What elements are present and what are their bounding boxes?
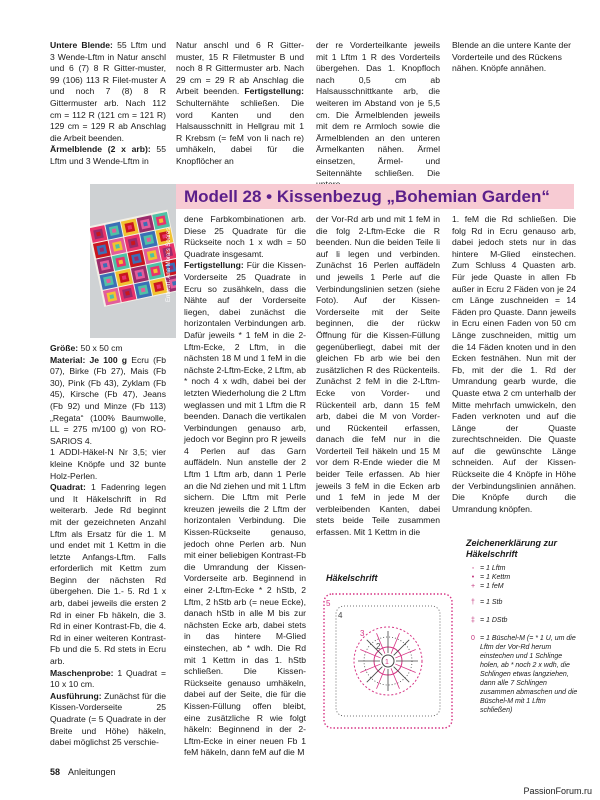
granny-square-patch [118, 260, 123, 265]
top-col-4-text: Blende an die untere Kante der Vorderteile und des Rückens nähen. Knöpfe annähen. [452, 40, 571, 74]
page-number: 58 [50, 767, 61, 777]
square-text: 1 Fadenring legen und It Häkelschrift in Rd weiterarb. Jede Rd beginnt mit der gezeichneten Anzahl Lftm als Ersatz für die 1. M und endet mit 1 Kettm in die letzte Anfangs-Lftm. Falls erforderlich mit Kettm zum Beginn der nächsten Rd übergehen. Die 1.- 5. Rd 1 x arb, dabei jeweils die ersten 2 Rd in einer Fb häkeln, die 3. Rd in einer Kontrast-Fb, die 4. Rd in einer weiteren Kontrast-Fb und die 5. Rd stets in Ecru arb. [50, 482, 166, 667]
finishing-heading: Fertigstellung: [244, 86, 305, 97]
granny-square-patch [137, 272, 142, 277]
granny-square-patch [156, 284, 161, 289]
double-crochet-icon: † [471, 599, 475, 606]
sleeve-border-text: 55 Lftm und 3 Wende-Lftm in [50, 144, 166, 166]
lower-border-heading: Untere Blende: [50, 40, 113, 50]
gauge-heading: Maschenprobe: [50, 667, 114, 678]
granny-square-patch [125, 291, 130, 296]
granny-square-patch [127, 225, 132, 230]
single-crochet-icon: + [470, 583, 476, 590]
execution-heading: Ausführung: [50, 690, 102, 701]
granny-square-patch [109, 294, 114, 299]
cluster-stitch-icon: 0 [471, 635, 475, 642]
granny-square-patch [141, 288, 146, 293]
legend-sc [466, 582, 504, 591]
col-b [184, 214, 306, 759]
top-col-3 [316, 40, 440, 191]
col-d [452, 214, 576, 515]
gauge-text: 1 Quadrat = 10 x 10 cm. [50, 667, 166, 690]
tools-text: 1 ADDI-Häkel-N Nr 3,5; vier kleine Knöpfe und 32 bunte Holz-Perlen. [50, 447, 166, 481]
round-label-2: 2 [376, 642, 381, 651]
lower-border-text: 55 Lftm und 3 Wende-Lftm in Natur anschl und 6 (7) 8 R Gitter-muster, 99 (106) 113 R Filet-muster A und noch 7 (8) 8 R Gittermuster arb. Nach 112 cm = 112 R (121 cm = 121 R) 129 cm = 129 R ab Anschlag die Arbeit beenden. [50, 40, 166, 143]
legend-tr-text: = 1 DStb [480, 617, 508, 624]
legend-slip-text: = 1 Kettm [480, 574, 511, 581]
round-label-5: 5 [326, 599, 331, 608]
top-col-4 [452, 40, 576, 75]
granny-square-patch [96, 232, 101, 237]
granny-square-patch [153, 269, 158, 274]
granny-square-patch [159, 218, 164, 223]
round-label-1: 1 [385, 659, 389, 666]
legend-tr [466, 616, 507, 625]
chain-stitch-icon: ◦ [471, 565, 475, 572]
legend-dc [466, 598, 502, 607]
legend-cluster-text: = 1 Büschel-M (= * 1 U, um die Lftm der Vor-Rd herum einstechen und 1 Schlinge holen, ab * noch 2 x wdh, die Schlingen etwas langziehen, dann alle 7 Schlingen zusammen abmaschen und die Büschel-M mit 1 Lftm schließen) [480, 635, 578, 714]
col-b-finishing-heading: Fertigstellung: [184, 260, 244, 271]
col-b-intro: dene Farbkombinationen arb. Diese 25 Quadrate für die Rückseite noch 1 x wdh = 50 Quadrate insgesamt. [184, 214, 306, 259]
granny-square-patch [122, 275, 127, 280]
legend-cluster [466, 634, 578, 715]
granny-square-patch [112, 228, 117, 233]
legend-dc-text: = 1 Stb [480, 599, 503, 606]
granny-square-patch [103, 263, 108, 268]
granny-square-patch [115, 244, 120, 249]
granny-square-patch [134, 256, 139, 261]
legend-title: Zeichenerklärung zur Häkelschrift [466, 538, 558, 559]
legend-chain-text: = 1 Lftm [480, 565, 506, 572]
col-c-text: der Vor-Rd arb und mit 1 feM in die folg 2-Lftm-Ecke die R beenden. Nun die beiden Teile li auf li legen und verbinden. Zunächst 16 Perlen auffädeln und jeweils 1 Perle auf die Verbindungslinien setzen (siehe Foto). Auf der Kissen-Vorderseite mit der Seite beginnen, die der rückw Öffnung für die Kissen-Füllung gegenüberliegt, dabei mit der gleichen Fb arb wie bei den zusätzlichen R des Rückenteils. Zunächst 2 feM in die 2-Lftm-Ecke von Vorder- und Rückenteil arb, dann 15 feM arb, dabei die M von Vorder- und Rückenteil erfassen, danach die feM nur in die Vorderteil Teil häkeln und 15 M vor dem R-Ende wieder die M beider Teile erfassen. Ab hier jeweils 3 feM in die Ecken arb und 1 feM in jede M der verbleibenden Kanten, dabei stets beide Teile zusammen erfassen. Mit 1 Kettm in die [316, 214, 440, 538]
size-text: 50 x 50 cm [78, 343, 123, 353]
material-heading: Material: Je 100 g [50, 354, 128, 365]
page-section-label: Anleitungen [68, 767, 116, 777]
cushion-photo [90, 184, 176, 338]
top-col-1 [50, 40, 166, 168]
sleeve-border-heading: Ärmelblende (2 x arb): [50, 144, 151, 155]
granny-square-patch [99, 247, 104, 252]
treble-crochet-icon: ‡ [471, 617, 475, 624]
left-col [50, 343, 166, 749]
crochet-chart [316, 586, 460, 736]
legend-sc-text: = 1 feM [480, 583, 504, 590]
execution-text: Zunächst für die Kissen-Vorderseite 25 Quadrate (= 5 Quadrate in der Breite und Höhe) häkeln, dabei möglichst 25 verschie- [50, 690, 166, 748]
round-label-4: 4 [338, 611, 343, 620]
finishing-text: Schulternähte schließen. Die vord Kanten und den Halsausschnitt in Hellgrau mit 1 R Krebsm (= feM von li nach re) umhäkeln, dabei für die Knopflöcher an [176, 97, 304, 166]
material-text: Ecru (Fb 07), Birke (Fb 27), Mais (Fb 30), Pink (Fb 43), Zyklam (Fb 45), Kirsche (Fb 47), Jeans (Fb 92) und Minze (Fb 113) „Regata“ (100% Baumwolle, LL = 275 m/100 g) von RO-SARIOS 4. [50, 354, 166, 446]
watermark: PassionForum.ru [523, 786, 592, 796]
col-d-text: 1. feM die Rd schließen. Die folg Rd in Ecru genauso arb, dabei jedoch stets nur in das hintere M-Glied einstechen. Zum Schluss 4 Quasten arb. Für jede Quaste in allen Fb außer in Ecru 2 Fäden von je 24 cm Länge zuschneiden = 14 Fäden pro Quaste. Dann jeweils in Ecru einen Faden von 50 cm Länge zuschneiden, mittig um die 14 Fäden knoten und in den Ecken festnähen. Nun mit der Fb, mit der die 1. Rd der Umrandung gearb wurde, die Quaste etwa 2 cm unterhalb der Mitte mehrfach umwickeln, den Faden verknoten und auf die Länge der Quaste zurechtschneiden. Die Quaste auf die gewünschte Länge schneiden. Auf der Kissen-Rückseite die 4 Knöpfe in Höhe der Verbindungslinien annähen. Die Knöpfe durch die Umrandung knöpfen. [452, 214, 576, 514]
col-b-finishing-text: Für die Kissen-Vorderseite 25 Quadrate in Ecru so zusähkeln, dass die Nähte auf der Vorderseite liegen, dabei zunächst die horizontalen Verbindungen arb. Dafür jeweils * 1 feM in die 2-Lftm-Ecke, 2 Lftm, in die nächsten 18 M und 1 feM in die nächste 2-Lftm-Ecke, 2 Lftm, ab * noch 4 x wdh, dabei bei der letzten Wiederholung die 2 Lftm weglassen und mit 1 Lftm die R beenden. Danach die vertikalen Verbindungen genauso arb, jedoch vor Beginn pro R jeweils 4 Perlen auf das Garn auffädeln. Nun anstelle der 2 Lftm 1 Lftm arb, dann 1 Perle an die Nd ziehen und mit 1 Lftm sichern. Die Lftm mit Perle kreuzen jeweils die 2 Lftm der horizontalen Verbindung. Die Kissen-Rückseite genauso, jedoch ohne Perlen arb. Nun mit einer beliebigen Kontrast-Fb die Umrandung der Kissen-Vorderseite arb. Beginnend in einer 2-Lftm-Ecke * 2 hStb, 2 Lftm, 2 hStb arb (= neue Ecke), danach hStb in alle M bis zur nächsten Ecke arb, dabei stets in das hintere M-Glied einstechen, ab * wdh. Die Rd mit 1 Kettm in das 1. hStb schließen. Die Kissen-Rückseite genauso umhäkeln, dabei auf der Seite, die für die Kissen-Füllung offen bleibt, eine zusätzliche R wie folgt häkeln: Beginnend in der 2-Lftm-Ecke in einer neuen Fb 1 feM häkeln, dann feM auf die M [184, 260, 306, 758]
chart-title: Häkelschrift [326, 573, 378, 583]
legend-slip [466, 573, 510, 582]
square-heading: Quadrat: [50, 482, 86, 493]
top-col-2 [176, 40, 304, 168]
granny-square-patch [106, 279, 111, 284]
granny-square-patch [131, 241, 136, 246]
legend-chain [466, 564, 505, 573]
model-title-banner: Modell 28 • Kissenbezug „Bohemian Garden“ [176, 184, 574, 209]
slip-stitch-icon: • [471, 574, 475, 581]
granny-square-patch [150, 253, 155, 258]
size-heading: Größe: [50, 343, 79, 353]
photo-credit: Entwurf: Ana Morais Soares [166, 227, 172, 302]
top-col-2-text: Natur anschl und 6 R Gitter-muster, 15 R Filetmuster B und noch 8 R Gittermuster arb. Nach 29 cm = 29 R ab Anschlag die Arbeit beenden. [176, 40, 304, 97]
round-label-3: 3 [360, 629, 365, 638]
granny-square-patch [146, 237, 151, 242]
granny-square-patch [143, 222, 148, 227]
col-c [316, 214, 440, 539]
top-col-3-text: der re Vorderteilkante jeweils mit 1 Lftm 1 R des Vorderteils übergehen. Das 1. Knopfloch nach 0,5 cm ab Halsausschnittkante arb, die weiteren im Abstand von je 5,5 cm. Die Ärmelblenden jeweils mit dem re Armloch sowie die Ärmelblenden an den unteren Ärmelkanten nähen. Ärmel einsetzen, Ärmel- und Seitennähte schließen. Die [316, 40, 440, 178]
cushion-illustration [90, 184, 176, 338]
